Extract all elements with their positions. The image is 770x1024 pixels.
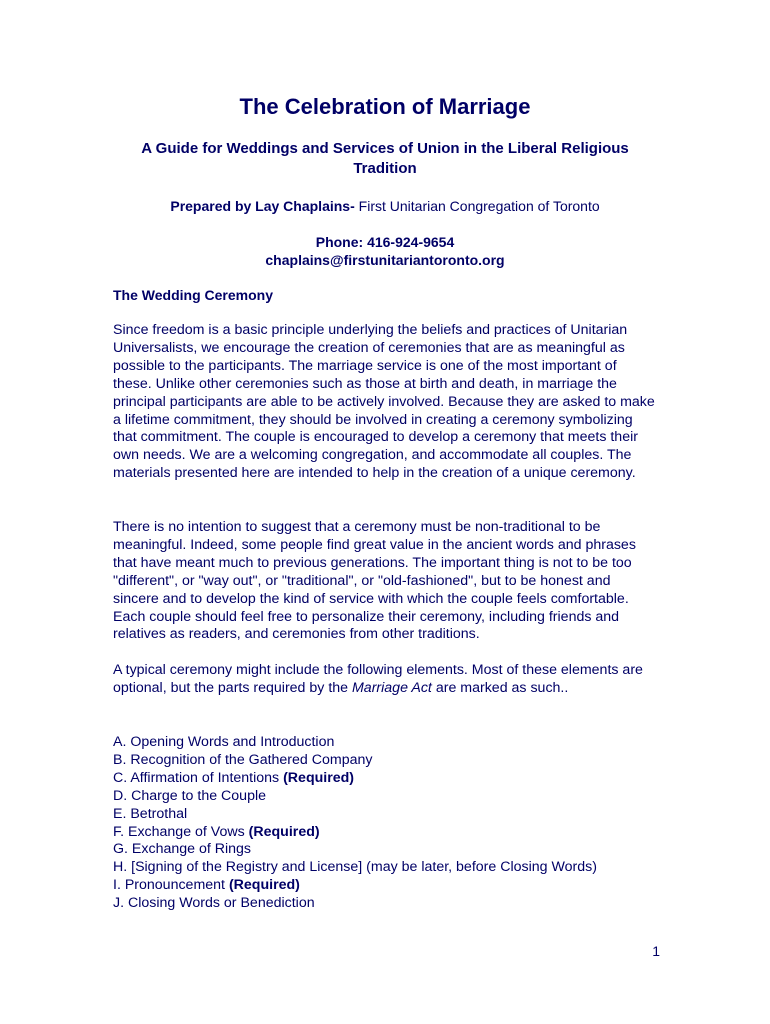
required-marker: (Required) xyxy=(283,769,355,786)
phone-number: Phone: 416-924-9654 xyxy=(315,234,455,250)
required-marker: (Required) xyxy=(248,823,320,840)
ceremony-elements-list xyxy=(113,734,673,913)
prepared-by-organization: First Unitarian Congregation of Toronto xyxy=(354,198,600,214)
paragraph-freedom: Since freedom is a basic principle underlying the beliefs and practices of Unitarian Universalists, we encourage the creation of ceremonies that are as meaningful as possible to the participants. The marriage service is one of the most important of these. Unlike other ceremonies such as those at birth and death, in marriage the principal participants are able to be actively involved. Because they are asked to make a lifetime commitment, they should be involved in creating a ceremony symbolizing that commitment. The couple is encouraged to develop a ceremony that meets their own needs. We are a welcoming congregation, and accommodate all couples. The materials presented here are intended to help in the creation of a unique ceremony. xyxy=(113,322,655,482)
paragraph-tradition: There is no intention to suggest that a ceremony must be non-traditional to be meaningful. Indeed, some people find great value in the ancient words and phrases that have meant much to previous generations. The important thing is not to be too "different", or "way out", or "traditional", or "old-fashioned", but to be honest and sincere and to develop the kind of service with which the couple feels comfortable. Each couple should feel free to personalize their ceremony, including friends and relatives as readers, and ceremonies from other traditions. xyxy=(113,519,636,643)
list-item-text: E. Betrothal xyxy=(113,805,188,822)
document-subtitle: A Guide for Weddings and Services of Union in the Liberal Religious Tradition xyxy=(141,140,629,177)
email-address: chaplains@firstunitariantoronto.org xyxy=(265,252,505,268)
intro-text-after: are marked as such.. xyxy=(431,679,569,696)
contact-block xyxy=(0,233,770,269)
list-item xyxy=(113,788,673,806)
list-item-text: G. Exchange of Rings xyxy=(113,841,252,858)
intro-text-before: A typical ceremony might include the following elements. Most of these elements are optional, but the parts required by the xyxy=(113,662,643,696)
list-item xyxy=(113,859,673,877)
list-item xyxy=(113,877,673,895)
list-item-text: D. Charge to the Couple xyxy=(113,787,267,804)
prepared-by-label: Prepared by Lay Chaplains- xyxy=(170,198,355,214)
page-number: 1 xyxy=(652,943,660,959)
list-item-text: B. Recognition of the Gathered Company xyxy=(113,751,373,768)
list-item-text: J. Closing Words or Benediction xyxy=(113,895,315,912)
list-item xyxy=(113,770,673,788)
list-item xyxy=(113,734,673,752)
marriage-act-emphasis: Marriage Act xyxy=(351,679,432,696)
list-item xyxy=(113,824,673,842)
list-item xyxy=(113,895,673,913)
list-item-text: F. Exchange of Vows xyxy=(113,823,249,840)
list-item-text: I. Pronouncement xyxy=(113,877,229,894)
list-item-text: C. Affirmation of Intentions xyxy=(113,769,284,786)
section-heading: The Wedding Ceremony xyxy=(113,287,273,303)
document-title: The Celebration of Marriage xyxy=(239,94,531,119)
paragraph-typical-ceremony xyxy=(113,662,658,698)
list-item xyxy=(113,841,673,859)
list-item-text: H. [Signing of the Registry and License] (may be later, before Closing Words) xyxy=(113,859,597,876)
list-item xyxy=(113,806,673,824)
required-marker: (Required) xyxy=(228,877,300,894)
list-item-text: A. Opening Words and Introduction xyxy=(113,734,335,750)
list-item xyxy=(113,752,673,770)
prepared-by-line xyxy=(0,197,770,215)
